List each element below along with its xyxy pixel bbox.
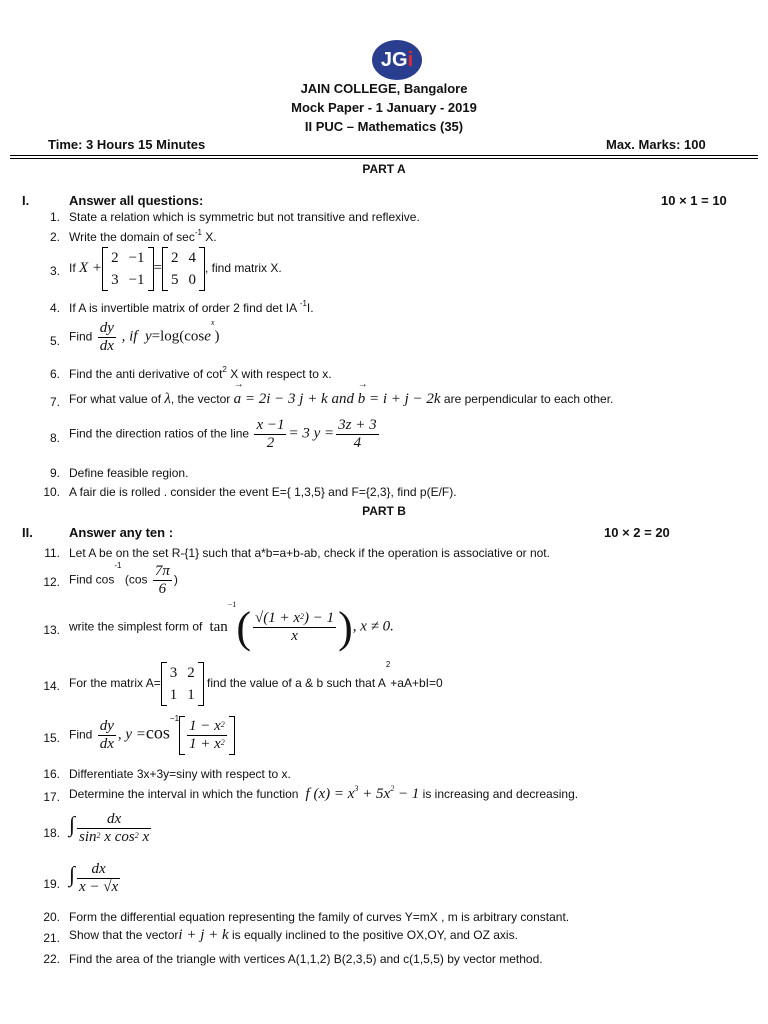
- section-2-roman: II.: [22, 525, 33, 540]
- q21-pre: Show that the vector: [69, 928, 179, 942]
- q2-number: 2.: [49, 230, 60, 244]
- q14-matrix: [161, 662, 204, 706]
- q4-text: [69, 301, 314, 315]
- q9-text: Define feasible region.: [69, 466, 189, 480]
- q3-equals: =: [153, 260, 162, 277]
- q16-number: 16.: [43, 767, 60, 781]
- q6-post: X with respect to x.: [226, 367, 332, 381]
- q14-post2: +aA+bI=0: [390, 676, 443, 691]
- q1-text: State a relation which is symmetric but not transitive and reflexive.: [69, 210, 420, 224]
- q12-text: [69, 563, 178, 598]
- q19-integral: ∫ $\frac{dx}{x - √x}$: [69, 861, 119, 895]
- q2-sup: -1: [194, 228, 202, 237]
- q13-text: write the simplest form of $\tan^{-1}$( $\frac{√(1 + x^2) - 1}{x}$ ), x ≠ 0.: [69, 600, 394, 652]
- q4-pre: If A is invertible matrix of order 2 find det IA: [69, 301, 300, 315]
- q16-text: Differentiate 3x+3y=siny with respect to x.: [69, 767, 291, 781]
- q3-matrix-2: [162, 247, 205, 291]
- matrix-cell: 5: [171, 272, 179, 288]
- q3-matrix-1: [102, 247, 153, 291]
- matrix-cell: 1: [169, 687, 178, 703]
- q8-frac-1: $\frac{x -1}{2}$: [256, 417, 285, 451]
- q14-post: find the value of a & b such that A: [203, 676, 386, 691]
- q14-number: 14.: [43, 679, 60, 693]
- q21-number: 21.: [43, 931, 60, 945]
- section-1-instruction: Answer all questions:: [69, 193, 204, 208]
- q20-number: 20.: [43, 910, 60, 924]
- q15-bracket: $\frac{1 - x^2}{1 + x^2}$: [179, 716, 235, 755]
- q7-text: [69, 391, 613, 408]
- q8-number: 8.: [49, 431, 60, 445]
- q15-number: 15.: [43, 731, 60, 745]
- q12-mid: (cos: [121, 572, 148, 587]
- q5-pre: Find: [69, 329, 93, 344]
- q5-text: Find $\frac{dy}{dx}$ , if y=log(cose$^x$): [69, 318, 220, 354]
- matrix-cell: 2: [171, 250, 179, 266]
- subject-title: II PUC – Mathematics (35): [304, 119, 464, 134]
- q7-post: are perpendicular to each other.: [443, 392, 614, 406]
- q12-pre: Find cos: [69, 572, 115, 587]
- college-logo: [372, 40, 422, 80]
- max-marks-label: Max. Marks: 100: [606, 137, 706, 152]
- matrix-cell: 2: [187, 665, 195, 681]
- q15-pre: Find: [69, 727, 93, 742]
- college-name: JAIN COLLEGE, Bangalore: [300, 81, 468, 96]
- q2-pre: Write the domain of sec: [69, 230, 195, 244]
- logo-text-accent: i: [407, 49, 414, 71]
- q3-math: X +: [79, 260, 103, 277]
- q20-text: Form the differential equation representing the family of curves Y=mX , m is arbitrary constant.: [69, 910, 570, 924]
- q11-number: 11.: [44, 546, 60, 560]
- matrix-cell: 0: [188, 272, 196, 288]
- q18-number: 18.: [43, 826, 60, 840]
- matrix-cell: −1: [128, 272, 145, 288]
- section-2-marks: 10 × 2 = 20: [604, 525, 670, 540]
- q6-sup: 2: [222, 365, 227, 374]
- q3-number: 3.: [49, 264, 60, 278]
- section-1-roman: I.: [22, 193, 30, 208]
- q17-post: is increasing and decreasing.: [422, 787, 579, 801]
- matrix-cell: 3: [111, 272, 119, 288]
- q19-number: 19.: [43, 877, 60, 891]
- q17-text: [69, 786, 578, 803]
- header-rule: [10, 155, 758, 156]
- q18-integral: ∫ $\frac{dx}{\sin^2 x \cos^2 x}$: [69, 811, 150, 845]
- q12-post: ): [173, 572, 178, 587]
- q12-frac: $\frac{7\pi}{6}$: [154, 563, 170, 597]
- q1-number: 1.: [49, 210, 60, 224]
- q3-text: [69, 247, 282, 291]
- q14-text: [69, 662, 443, 706]
- matrix-cell: −1: [128, 250, 145, 266]
- q7-mid: , the vector: [170, 392, 231, 406]
- q2-text: [69, 230, 217, 244]
- q5-number: 5.: [49, 334, 60, 348]
- q14-pre: For the matrix A=: [69, 676, 161, 691]
- matrix-cell: 2: [111, 250, 119, 266]
- q8-frac-2: $\frac{3z + 3}{4}$: [338, 417, 377, 451]
- lambda-symbol: λ: [164, 391, 171, 407]
- q4-sup: -1: [299, 299, 307, 308]
- q13-pre: write the simplest form of: [69, 619, 203, 634]
- matrix-cell: 4: [188, 250, 196, 266]
- paper-title: Mock Paper - 1 January - 2019: [291, 100, 477, 115]
- q6-number: 6.: [49, 367, 60, 381]
- q9-number: 9.: [49, 466, 60, 480]
- q8-pre: Find the direction ratios of the line: [69, 426, 250, 441]
- q5-expression: , if y: [117, 328, 152, 345]
- q15-derivative: $\frac{dy}{dx}$: [99, 718, 114, 752]
- q5-derivative: $\frac{dy}{dx}$: [99, 320, 114, 354]
- q4-number: 4.: [49, 301, 60, 315]
- q4-post: I.: [306, 301, 314, 315]
- section-1-marks: 10 × 1 = 10: [661, 193, 727, 208]
- q7-vectors: a → = 2i − 3 j + k and b → = i + j − 2k: [234, 391, 441, 407]
- time-label: Time: 3 Hours 15 Minutes: [48, 137, 206, 152]
- q2-post: X.: [201, 230, 217, 244]
- q13-frac: $\frac{√(1 + x^2) - 1}{x}$: [254, 610, 335, 644]
- q21-vector: i + j + k: [178, 927, 229, 943]
- part-a-title: PART A: [362, 162, 406, 176]
- q11-text: Let A be on the set R-{1} such that a*b=a+b-ab, check if the operation is associative or not.: [69, 546, 550, 560]
- q17-pre: Determine the interval in which the function: [69, 787, 299, 801]
- logo-text: JG: [380, 49, 408, 71]
- q3-post: , find matrix X.: [205, 261, 282, 276]
- part-b-title: PART B: [362, 504, 406, 518]
- q7-number: 7.: [49, 395, 60, 409]
- q22-number: 22.: [43, 952, 60, 966]
- matrix-cell: 3: [169, 665, 178, 681]
- q22-text: Find the area of the triangle with vertices A(1,1,2) B(2,3,5) and c(1,5,5) by vector method.: [69, 952, 543, 966]
- q13-expression: $\tan^{-1}$: [205, 600, 237, 635]
- q6-text: [69, 367, 332, 381]
- q15-text: Find $\frac{dy}{dx}$ , $y =\cos^{-1}$ $\frac{1 - x^2}{1 + x^2}$: [69, 716, 235, 755]
- q10-number: 10.: [43, 485, 60, 499]
- q8-text: Find the direction ratios of the line $\frac{x -1}{2}$ = 3 y = $\frac{3z + 3}{4}$: [69, 417, 377, 451]
- q17-function: f $(x) = x^3 + 5x^2 - 1$: [301, 784, 420, 802]
- q3-pre: If: [69, 261, 76, 276]
- q21-post: is equally inclined to the positive OX,OY, and OZ axis.: [228, 928, 518, 942]
- q13-number: 13.: [43, 623, 60, 637]
- header-rule-2: [10, 158, 758, 159]
- q6-pre: Find the anti derivative of cot: [69, 367, 223, 381]
- q12-number: 12.: [43, 575, 60, 589]
- q7-pre: For what value of: [69, 392, 162, 406]
- matrix-cell: 1: [187, 687, 195, 703]
- q10-text: A fair die is rolled . consider the event E={ 1,3,5} and F={2,3}, find p(E/F).: [69, 485, 457, 499]
- section-2-instruction: Answer any ten :: [69, 525, 174, 540]
- q14-sup: 2: [385, 660, 391, 669]
- q21-text: [69, 927, 518, 944]
- q12-sup: -1: [114, 561, 122, 570]
- q17-number: 17.: [43, 790, 60, 804]
